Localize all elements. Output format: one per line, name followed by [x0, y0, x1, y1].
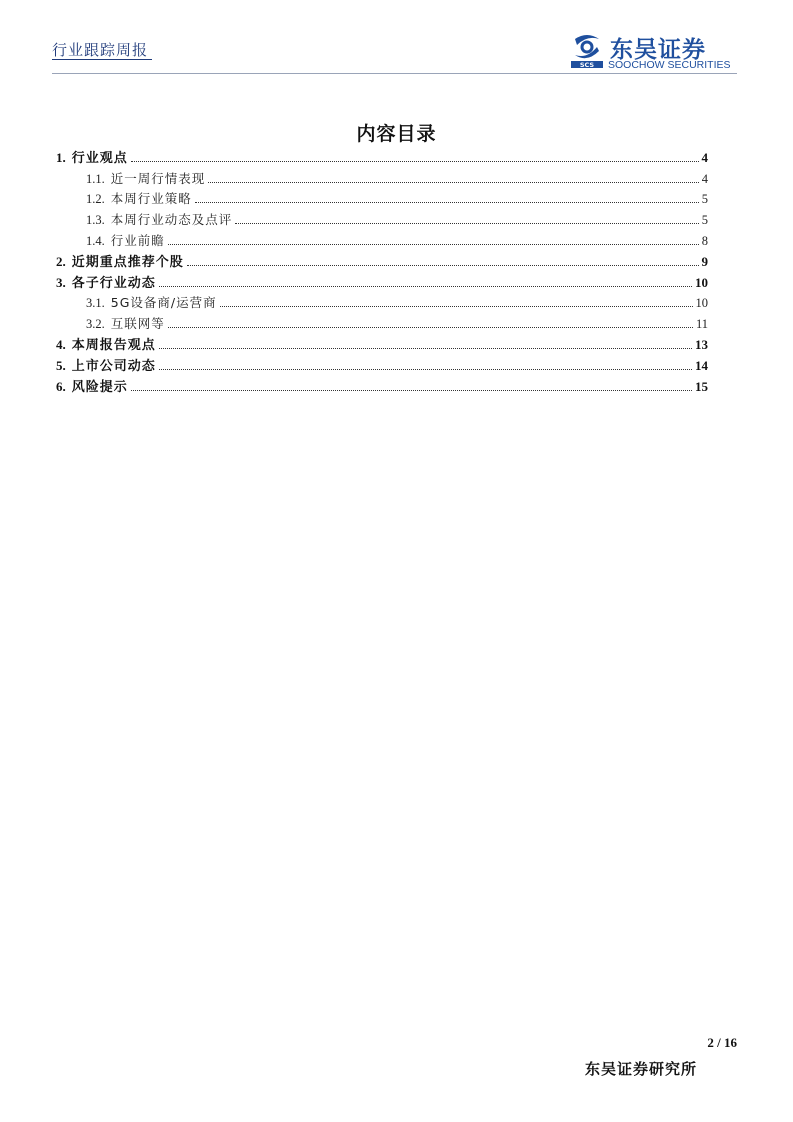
toc-entry-title: 本周行业动态及点评 [110, 212, 233, 228]
toc-entry-page: 13 [695, 336, 708, 352]
table-of-contents [56, 145, 708, 395]
toc-entry-page: 4 [701, 149, 708, 165]
toc-entry-number: 5. [56, 357, 66, 373]
toc-entry[interactable] [56, 270, 708, 291]
toc-entry[interactable] [56, 166, 708, 187]
toc-entry-title: 本周报告观点 [71, 337, 156, 353]
toc-entry-page: 10 [695, 274, 708, 290]
toc-entry-title: 上市公司动态 [71, 358, 156, 374]
toc-dot-leader [131, 161, 699, 162]
toc-entry-title: 本周行业策略 [110, 191, 192, 207]
toc-entry[interactable] [56, 291, 708, 312]
toc-entry-page: 8 [701, 233, 708, 248]
toc-entry-number: 1. [56, 149, 66, 165]
toc-entry-number: 1.4. [86, 233, 105, 248]
toc-entry-title: 近一周行情表现 [110, 170, 206, 186]
toc-entry-title: 互联网等 [110, 316, 165, 332]
scs-logo-icon [571, 33, 603, 69]
toc-entry-title: 行业前瞻 [110, 232, 165, 248]
toc-entry-number: 4. [56, 336, 66, 352]
toc-entry-number: 2. [56, 253, 66, 269]
toc-dot-leader [159, 286, 692, 287]
toc-entry[interactable] [56, 353, 708, 374]
toc-title: 内容目录 [356, 123, 437, 145]
logo-mark-text: SCS [579, 61, 595, 69]
toc-entry-title: 风险提示 [71, 379, 128, 395]
toc-entry[interactable] [56, 207, 708, 228]
toc-entry-page: 5 [701, 192, 708, 207]
toc-entry[interactable] [56, 311, 708, 332]
toc-dot-leader [208, 182, 698, 183]
toc-entry-number: 1.2. [86, 192, 105, 207]
toc-entry[interactable] [56, 187, 708, 208]
toc-entry-title: 近期重点推荐个股 [71, 254, 184, 270]
toc-dot-leader [159, 369, 692, 370]
toc-dot-leader [168, 327, 693, 328]
toc-entry-page: 9 [701, 253, 708, 269]
toc-dot-leader [168, 244, 699, 245]
toc-entry[interactable] [56, 332, 708, 353]
header-underline [52, 59, 152, 60]
toc-entry-title: 各子行业动态 [71, 275, 156, 291]
page-indicator: 2 / 16 [707, 1035, 737, 1050]
toc-entry-title: 行业观点 [71, 150, 128, 166]
toc-entry-page: 14 [695, 357, 708, 373]
toc-entry[interactable] [56, 228, 708, 249]
toc-entry-page: 15 [695, 378, 708, 394]
toc-entry-number: 3.2. [86, 317, 105, 332]
toc-entry-title: 5G设备商/运营商 [110, 295, 217, 311]
toc-dot-leader [187, 265, 699, 266]
toc-entry[interactable] [56, 249, 708, 270]
toc-entry[interactable] [56, 145, 708, 166]
footer-organization: 东吴证券研究所 [584, 1060, 697, 1078]
toc-entry-page: 11 [695, 317, 708, 332]
toc-entry-page: 10 [695, 296, 708, 311]
toc-dot-leader [195, 202, 699, 203]
report-type-label: 行业跟踪周报 [52, 41, 149, 59]
toc-entry-page: 4 [701, 171, 708, 186]
logo-chinese-name: 东吴证券 [610, 37, 706, 63]
toc-dot-leader [159, 348, 692, 349]
toc-dot-leader [131, 390, 692, 391]
toc-entry[interactable] [56, 374, 708, 395]
toc-entry-number: 3. [56, 274, 66, 290]
toc-entry-page: 5 [701, 213, 708, 228]
toc-entry-number: 3.1. [86, 296, 105, 311]
header-divider [52, 73, 737, 74]
logo-english-name: SOOCHOW SECURITIES [608, 59, 731, 71]
toc-entry-number: 1.3. [86, 213, 105, 228]
toc-entry-number: 6. [56, 378, 66, 394]
toc-dot-leader [220, 306, 693, 307]
toc-dot-leader [235, 223, 698, 224]
toc-entry-number: 1.1. [86, 171, 105, 186]
company-logo [571, 33, 737, 71]
